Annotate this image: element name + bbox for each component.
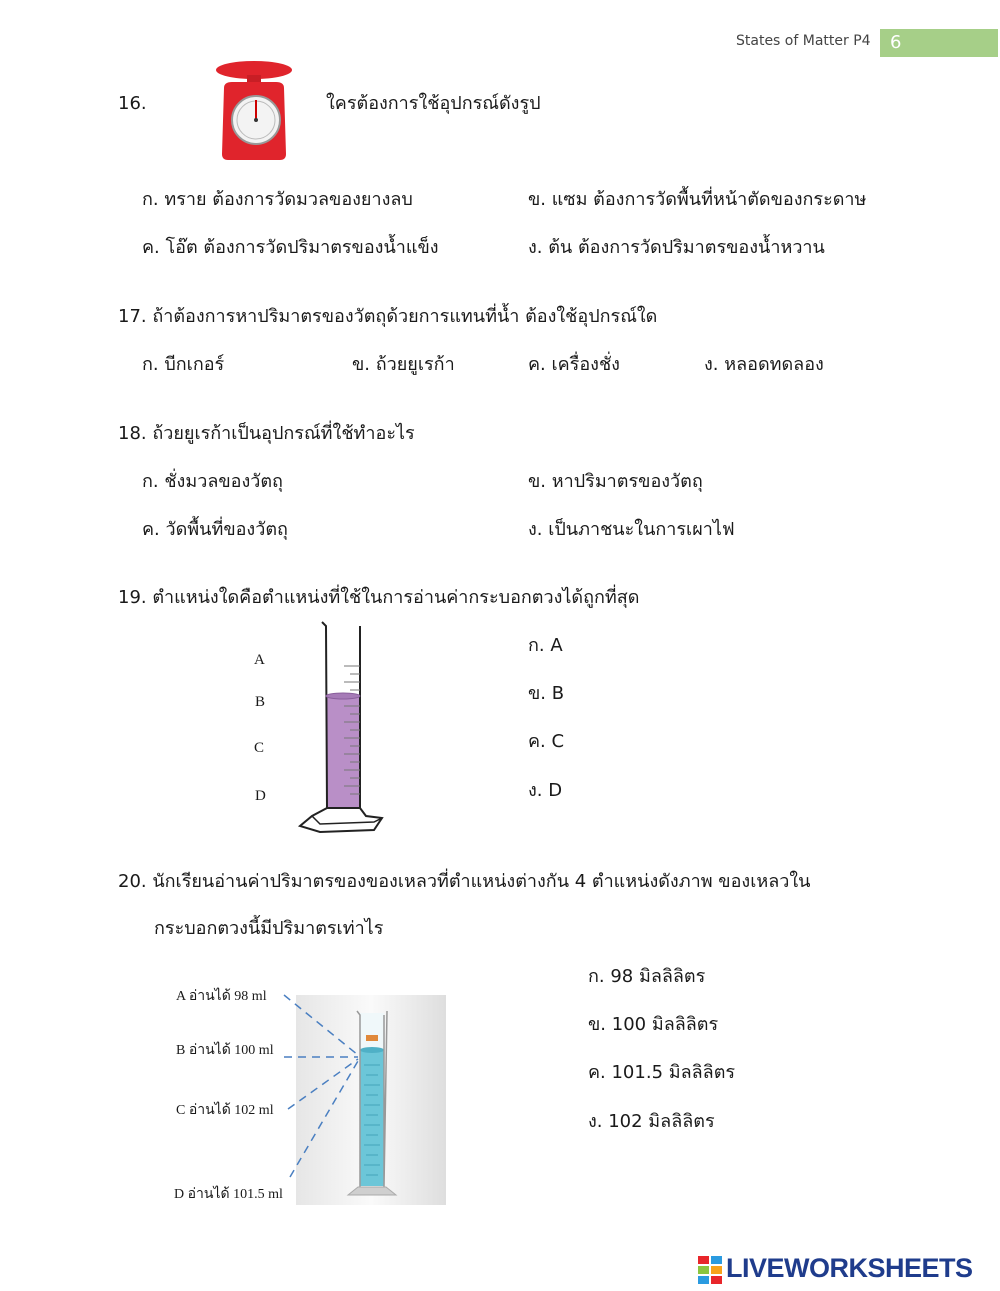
q20-dashed-pointer-lines xyxy=(270,985,370,1185)
q19-option-d[interactable]: ง. D xyxy=(528,780,563,801)
q19-option-c[interactable]: ค. C xyxy=(528,731,565,752)
q16-option-d[interactable]: ง. ต้น ต้องการวัดปริมาตรของน้ำหวาน xyxy=(528,237,825,258)
q20-annotation-b: B อ่านได้ 100 ml xyxy=(176,1043,274,1058)
q19-option-b[interactable]: ข. B xyxy=(528,683,565,704)
q16-option-b[interactable]: ข. แซม ต้องการวัดพื้นที่หน้าตัดของกระดาษ xyxy=(528,189,867,210)
q18-option-d[interactable]: ง. เป็นภาชนะในการเผาไฟ xyxy=(528,519,735,540)
q18-question: 18. ถ้วยยูเรก้าเป็นอุปกรณ์ที่ใช้ทำอะไร xyxy=(118,423,415,444)
q20-option-c[interactable]: ค. 101.5 มิลลิลิตร xyxy=(588,1062,736,1083)
page-number: 6 xyxy=(890,32,902,53)
q18-option-a[interactable]: ก. ชั่งมวลของวัตถุ xyxy=(142,471,283,492)
q18-option-c[interactable]: ค. วัดพื้นที่ของวัตถุ xyxy=(142,519,288,540)
q18-option-b[interactable]: ข. หาปริมาตรของวัตถุ xyxy=(528,471,703,492)
q16-option-c[interactable]: ค. โอ๊ต ต้องการวัดปริมาตรของน้ำแข็ง xyxy=(142,237,439,258)
graduated-cylinder-illustration xyxy=(296,618,388,840)
q20-annotation-d: D อ่านได้ 101.5 ml xyxy=(174,1187,283,1202)
q17-option-b[interactable]: ข. ถ้วยยูเรก้า xyxy=(352,354,455,375)
footer-brand[interactable]: LIVEWORKSHEETS xyxy=(726,1253,973,1283)
q19-label-c: C xyxy=(254,740,265,756)
q19-label-b: B xyxy=(255,694,266,710)
q17-option-c[interactable]: ค. เครื่องชั่ง xyxy=(528,354,620,375)
header-title: States of Matter P4 xyxy=(736,33,871,49)
q20-annotation-a: A อ่านได้ 98 ml xyxy=(176,989,267,1004)
kitchen-scale-icon xyxy=(214,60,294,162)
q19-question: 19. ตำแหน่งใดคือตำแหน่งที่ใช้ในการอ่านค่ากระบอกตวงได้ถูกที่สุด xyxy=(118,587,640,608)
q20-question-line1: 20. นักเรียนอ่านค่าปริมาตรของของเหลวที่ตำแหน่งต่างกัน 4 ตำแหน่งดังภาพ ของเหลวใน xyxy=(118,871,811,892)
q19-label-a: A xyxy=(254,652,265,668)
q17-option-d[interactable]: ง. หลอดทดลอง xyxy=(704,354,824,375)
q20-question-line2: กระบอกตวงนี้มีปริมาตรเท่าไร xyxy=(154,918,384,939)
q17-question: 17. ถ้าต้องการหาปริมาตรของวัตถุด้วยการแทนที่น้ำ ต้องใช้อุปกรณ์ใด xyxy=(118,306,658,327)
q20-option-d[interactable]: ง. 102 มิลลิลิตร xyxy=(588,1111,715,1132)
q17-option-a[interactable]: ก. บีกเกอร์ xyxy=(142,354,225,375)
q16-number: 16. xyxy=(118,93,147,114)
page-number-badge xyxy=(880,29,998,57)
q20-option-a[interactable]: ก. 98 มิลลิลิตร xyxy=(588,966,706,987)
q20-option-b[interactable]: ข. 100 มิลลิลิตร xyxy=(588,1014,719,1035)
q20-annotation-c: C อ่านได้ 102 ml xyxy=(176,1103,274,1118)
liveworksheets-logo-icon xyxy=(698,1256,722,1284)
q16-option-a[interactable]: ก. ทราย ต้องการวัดมวลของยางลบ xyxy=(142,189,413,210)
q19-label-d: D xyxy=(255,788,266,804)
q19-option-a[interactable]: ก. A xyxy=(528,635,563,656)
q16-question: ใครต้องการใช้อุปกรณ์ดังรูป xyxy=(326,93,541,114)
